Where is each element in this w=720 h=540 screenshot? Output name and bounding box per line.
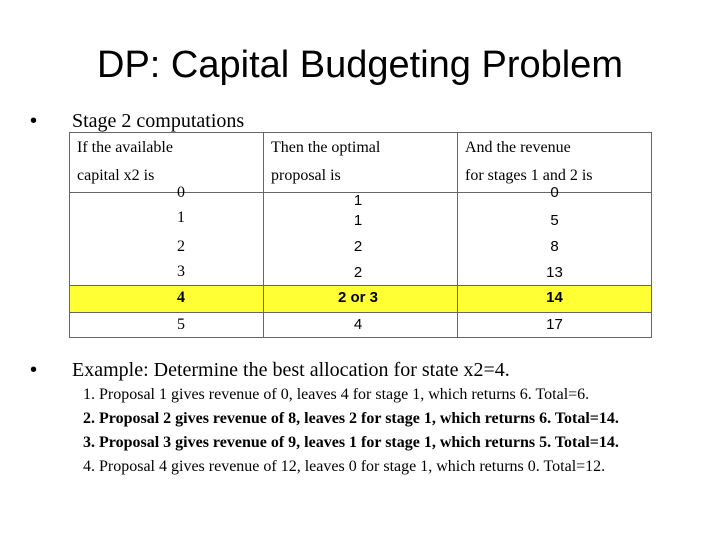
table-divider-1	[263, 132, 264, 338]
example-line: 4. Proposal 4 gives revenue of 12, leaves 0 for stage 1, which returns 0. Total=12.	[83, 458, 606, 475]
bullet-example-text: Example: Determine the best allocation for state x2=4.	[72, 359, 510, 381]
table-divider-2	[457, 132, 458, 338]
bullet-example	[30, 359, 510, 382]
cell-proposal: 2	[353, 264, 363, 281]
header-revenue: And the revenue for stages 1 and 2 is	[465, 139, 593, 184]
header-capital: If the available capital x2 is	[77, 139, 173, 184]
cell-revenue: 14	[546, 289, 563, 306]
slide-title: DP: Capital Budgeting Problem	[97, 44, 623, 86]
header-proposal: Then the optimal proposal is	[271, 139, 381, 184]
table-border-top	[69, 132, 652, 133]
table-border-right	[651, 132, 652, 338]
table-row-sep	[69, 285, 652, 286]
bullet-dot-icon: •	[30, 359, 38, 381]
table-border-bottom	[69, 337, 652, 338]
cell-capital: 3	[177, 263, 185, 280]
cell-revenue: 0	[550, 184, 559, 201]
example-line: 1. Proposal 1 gives revenue of 0, leaves 4 for stage 1, which returns 6. Total=6.	[83, 386, 590, 403]
example-line: 2. Proposal 2 gives revenue of 8, leaves 2 for stage 1, which returns 6. Total=14.	[83, 410, 619, 427]
cell-capital: 1	[177, 209, 185, 226]
cell-capital: 0	[177, 184, 185, 201]
cell-proposal: 2 or 3	[337, 289, 379, 306]
bullet-stage2	[30, 110, 245, 133]
cell-capital: 4	[177, 289, 185, 306]
bullet-stage2-text: Stage 2 computations	[72, 110, 245, 132]
cell-proposal: 1	[353, 192, 363, 209]
cell-proposal: 1	[353, 212, 363, 229]
table-border-left	[69, 132, 70, 338]
cell-proposal: 2	[353, 238, 363, 255]
cell-capital: 5	[177, 316, 185, 333]
stage2-table	[69, 132, 652, 338]
cell-capital: 2	[177, 238, 185, 255]
cell-revenue: 5	[550, 212, 559, 229]
table-row-sep	[69, 312, 652, 313]
bullet-dot-icon: •	[30, 110, 38, 132]
cell-revenue: 13	[546, 264, 563, 281]
cell-proposal: 4	[353, 316, 363, 333]
cell-revenue: 8	[550, 238, 559, 255]
cell-revenue: 17	[546, 316, 563, 333]
example-line: 3. Proposal 3 gives revenue of 9, leaves 1 for stage 1, which returns 5. Total=14.	[83, 434, 619, 451]
